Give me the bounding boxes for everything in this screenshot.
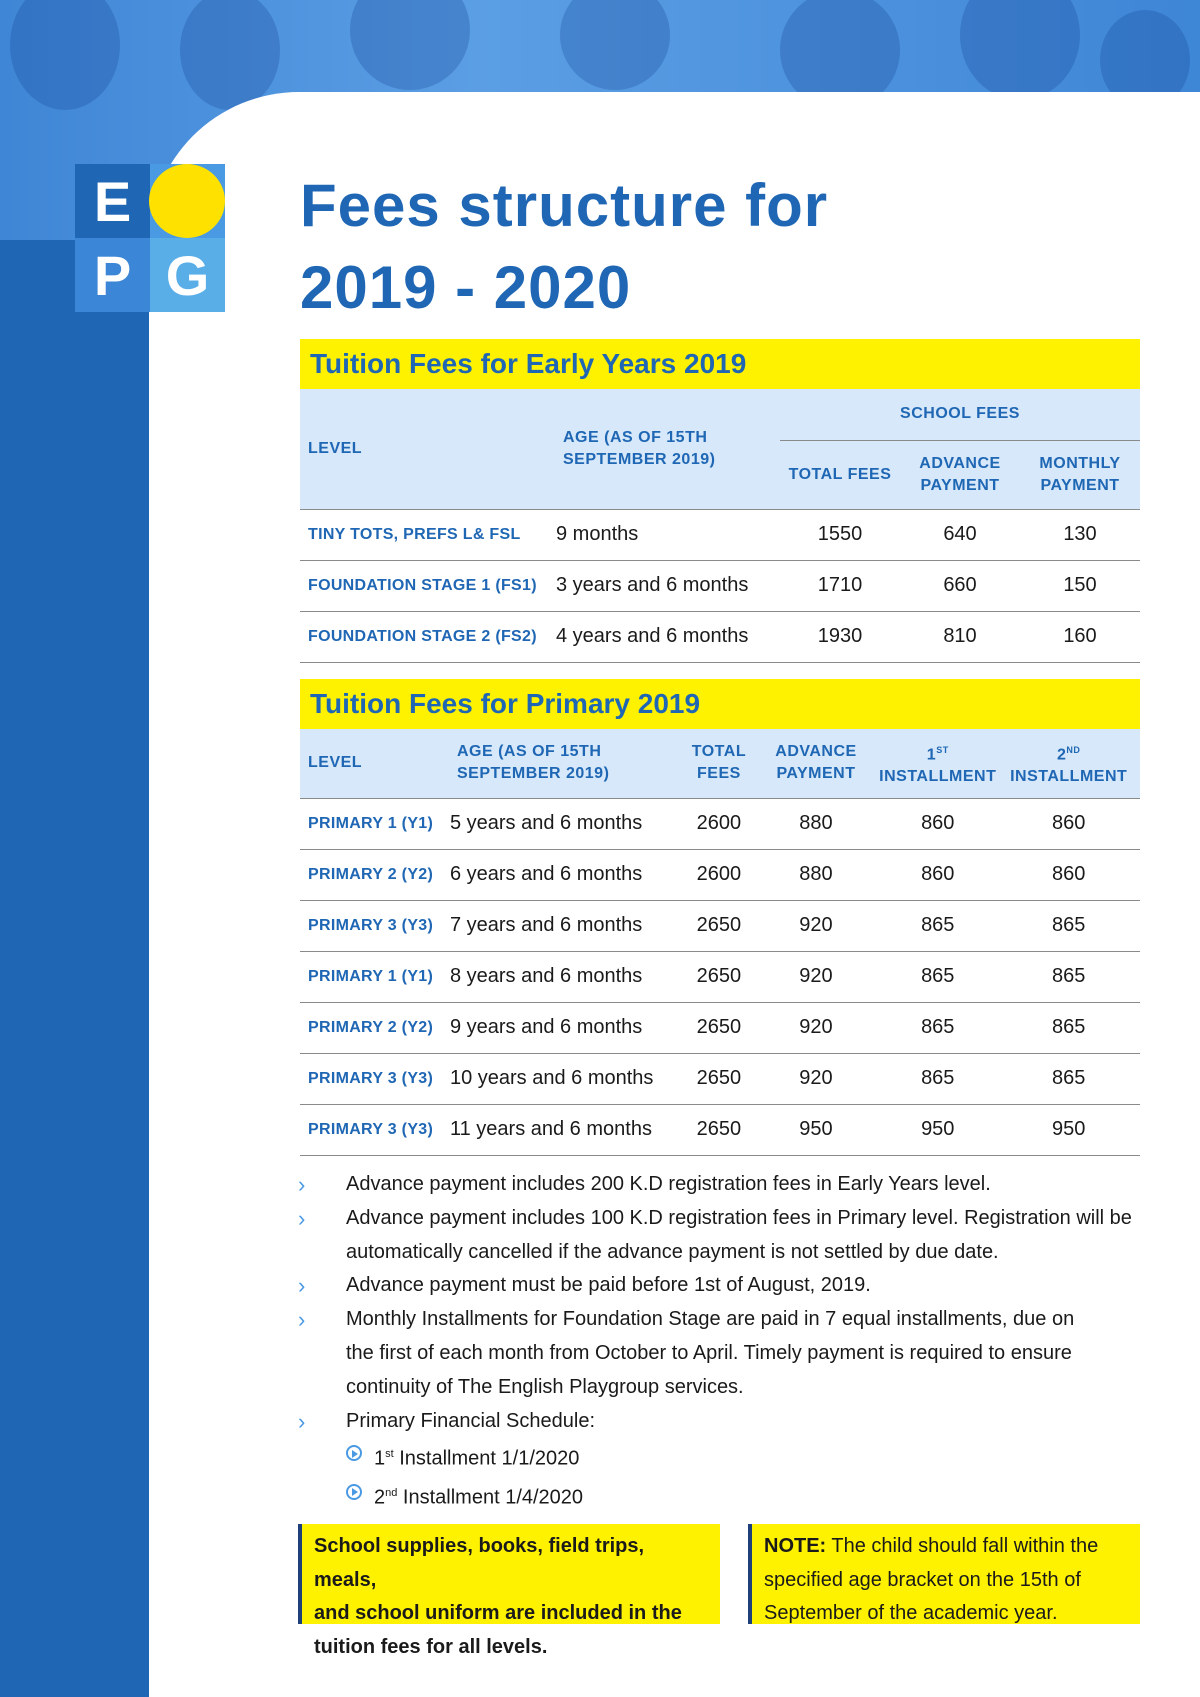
age-cell: 3 years and 6 months	[555, 560, 780, 611]
advance-cell: 920	[754, 1002, 878, 1053]
age-cell: 9 years and 6 months	[449, 1002, 684, 1053]
total-cell: 1710	[780, 560, 900, 611]
col-monthly-line2: PAYMENT	[1040, 476, 1120, 494]
advance-cell: 920	[754, 1053, 878, 1104]
table-row	[300, 560, 1140, 611]
note-text: automatically cancelled if the advance payment is not settled by due date.	[346, 1240, 999, 1263]
col-age-line2: SEPTEMBER 2019)	[563, 450, 716, 468]
chevron-right-icon: ›	[298, 1205, 306, 1231]
col-monthly-line1: MONTHLY	[1039, 454, 1121, 472]
col-age-line1: AGE (AS OF 15TH	[563, 428, 708, 446]
col-level: LEVEL	[300, 729, 449, 798]
logo-letter-g: G	[150, 238, 225, 312]
first-sup: ST	[936, 744, 949, 755]
note-item	[298, 1405, 1148, 1439]
schedule-sup: nd	[385, 1486, 398, 1499]
advance-cell: 950	[754, 1104, 878, 1155]
advance-cell: 880	[754, 798, 878, 849]
col-advance-line2: PAYMENT	[920, 476, 1000, 494]
total-cell: 2600	[684, 798, 754, 849]
advance-cell: 880	[754, 849, 878, 900]
col-total-fees	[684, 729, 754, 798]
note-item	[298, 1202, 1148, 1270]
note-label: NOTE:	[764, 1535, 827, 1557]
box-line: specified age bracket on the 15th of	[764, 1568, 1081, 1591]
note-text: the first of each month from October to April. Timely payment is required to ensure	[346, 1341, 1072, 1364]
col-second-installment	[997, 729, 1140, 798]
primary-table	[300, 729, 1140, 1156]
note-text: Advance payment includes 100 K.D registration fees in Primary level. Registration will be	[346, 1206, 1132, 1229]
level-cell: FOUNDATION STAGE 1 (FS1)	[300, 560, 555, 611]
table-row	[300, 798, 1140, 849]
table-row	[300, 509, 1140, 560]
total-cell: 1550	[780, 509, 900, 560]
first-num: 1	[926, 745, 937, 763]
col-total-fees: TOTAL FEES	[780, 440, 900, 509]
total-cell: 2650	[684, 1104, 754, 1155]
table-row	[300, 611, 1140, 662]
table-row	[300, 900, 1140, 951]
first-cell: 865	[878, 900, 997, 951]
level-cell: PRIMARY 2 (Y2)	[300, 849, 449, 900]
logo-letter-p: P	[75, 238, 150, 312]
note-item	[298, 1269, 1148, 1303]
second-cell: 865	[997, 900, 1140, 951]
col-total-line1: TOTAL	[691, 743, 747, 761]
table-row	[300, 951, 1140, 1002]
title-line-2: 2019 - 2020	[300, 254, 632, 321]
col-advance-line2: PAYMENT	[776, 765, 856, 783]
box-line: tuition fees for all levels.	[314, 1635, 548, 1658]
schedule-text: Installment 1/1/2020	[393, 1448, 580, 1471]
second-cell: 865	[997, 1053, 1140, 1104]
col-advance-line1: ADVANCE	[775, 743, 857, 761]
chevron-right-icon: ›	[298, 1408, 306, 1434]
note-text: The child should fall within the	[826, 1535, 1099, 1557]
table-row	[300, 1002, 1140, 1053]
sidebar-band	[0, 240, 149, 1697]
age-cell: 10 years and 6 months	[449, 1053, 684, 1104]
second-cell: 860	[997, 849, 1140, 900]
circle-play-icon	[346, 1445, 362, 1461]
epg-logo	[75, 164, 225, 312]
note-text: continuity of The English Playgroup services.	[346, 1375, 744, 1398]
second-cell: 950	[997, 1104, 1140, 1155]
col-monthly-payment	[1020, 440, 1140, 509]
col-school-fees: SCHOOL FEES	[780, 389, 1140, 440]
schedule-text: Installment 1/4/2020	[397, 1486, 584, 1509]
total-cell: 2650	[684, 900, 754, 951]
box-line: School supplies, books, field trips, meals,	[314, 1535, 645, 1591]
note-text: Primary Financial Schedule:	[346, 1409, 595, 1432]
chevron-right-icon: ›	[298, 1172, 306, 1197]
advance-cell: 640	[900, 509, 1020, 560]
total-cell: 2650	[684, 1002, 754, 1053]
first-cell: 865	[878, 1053, 997, 1104]
note-item	[298, 1168, 1148, 1202]
note-text: Advance payment must be paid before 1st of August, 2019.	[346, 1274, 871, 1297]
col-total-line2: FEES	[697, 765, 741, 783]
col-age-line2: SEPTEMBER 2019)	[456, 765, 610, 783]
schedule-item	[298, 1477, 1148, 1515]
first-cell: 950	[878, 1104, 997, 1155]
early-years-table	[300, 389, 1140, 663]
table-row	[300, 849, 1140, 900]
box-line: and school uniform are included in the	[314, 1602, 682, 1624]
total-cell: 2650	[684, 951, 754, 1002]
col-advance-payment	[900, 440, 1020, 509]
level-cell: PRIMARY 3 (Y3)	[300, 1053, 449, 1104]
col-first-line2: INSTALLMENT	[879, 767, 997, 785]
col-age-line1: AGE (AS OF 15TH	[456, 743, 602, 761]
note-text: Advance payment includes 200 K.D registration fees in Early Years level.	[346, 1173, 991, 1195]
second-num: 2	[1056, 745, 1067, 763]
included-items-box	[298, 1524, 720, 1658]
total-cell: 1930	[780, 611, 900, 662]
col-first-line1	[879, 739, 996, 766]
level-cell: TINY TOTS, PREFS L& FSL	[300, 509, 555, 560]
page-title	[300, 165, 828, 329]
age-note-box	[748, 1524, 1140, 1624]
advance-cell: 660	[900, 560, 1020, 611]
advance-cell: 920	[754, 900, 878, 951]
age-cell: 11 years and 6 months	[449, 1104, 684, 1155]
second-sup: ND	[1066, 744, 1081, 755]
first-cell: 865	[878, 951, 997, 1002]
level-cell: PRIMARY 1 (Y1)	[300, 951, 449, 1002]
schedule-num: 2	[374, 1486, 386, 1509]
first-cell: 865	[878, 1002, 997, 1053]
col-age	[449, 729, 684, 798]
circle-play-icon	[346, 1484, 362, 1500]
col-first-installment	[878, 729, 997, 798]
schedule-sup: st	[385, 1448, 394, 1461]
col-second-line1	[998, 739, 1139, 766]
second-cell: 865	[997, 951, 1140, 1002]
col-age	[555, 389, 780, 509]
age-cell: 8 years and 6 months	[449, 951, 684, 1002]
col-second-line2: INSTALLMENT	[1010, 767, 1128, 785]
chevron-right-icon: ›	[298, 1273, 306, 1299]
total-cell: 2600	[684, 849, 754, 900]
chevron-right-icon: ›	[298, 1307, 306, 1333]
table-row	[300, 1104, 1140, 1155]
logo-yellow-dot	[149, 164, 225, 238]
age-cell: 5 years and 6 months	[449, 798, 684, 849]
primary-heading: Tuition Fees for Primary 2019	[300, 679, 1140, 729]
second-cell: 865	[997, 1002, 1140, 1053]
col-level: LEVEL	[300, 389, 555, 509]
note-text: Monthly Installments for Foundation Stage are paid in 7 equal installments, due on	[346, 1308, 1075, 1331]
box-line	[764, 1530, 1130, 1564]
col-advance-payment	[754, 729, 878, 798]
level-cell: PRIMARY 1 (Y1)	[300, 798, 449, 849]
monthly-cell: 130	[1020, 509, 1140, 560]
note-item	[298, 1303, 1148, 1404]
box-line: September of the academic year.	[764, 1602, 1058, 1624]
monthly-cell: 150	[1020, 560, 1140, 611]
notes-list	[298, 1168, 1148, 1515]
age-cell: 7 years and 6 months	[449, 900, 684, 951]
logo-letter-e: E	[75, 164, 150, 238]
age-cell: 6 years and 6 months	[449, 849, 684, 900]
first-cell: 860	[878, 798, 997, 849]
level-cell: FOUNDATION STAGE 2 (FS2)	[300, 611, 555, 662]
monthly-cell: 160	[1020, 611, 1140, 662]
first-cell: 860	[878, 849, 997, 900]
table-row	[300, 1053, 1140, 1104]
schedule-num: 1	[374, 1448, 386, 1471]
total-cell: 2650	[684, 1053, 754, 1104]
advance-cell: 810	[900, 611, 1020, 662]
age-cell: 9 months	[555, 509, 780, 560]
level-cell: PRIMARY 2 (Y2)	[300, 1002, 449, 1053]
level-cell: PRIMARY 3 (Y3)	[300, 900, 449, 951]
level-cell: PRIMARY 3 (Y3)	[300, 1104, 449, 1155]
title-line-1: Fees structure for	[300, 172, 829, 239]
advance-cell: 920	[754, 951, 878, 1002]
schedule-item	[298, 1438, 1148, 1476]
col-advance-line1: ADVANCE	[919, 454, 1001, 472]
age-cell: 4 years and 6 months	[555, 611, 780, 662]
early-years-heading: Tuition Fees for Early Years 2019	[300, 339, 1140, 389]
second-cell: 860	[997, 798, 1140, 849]
